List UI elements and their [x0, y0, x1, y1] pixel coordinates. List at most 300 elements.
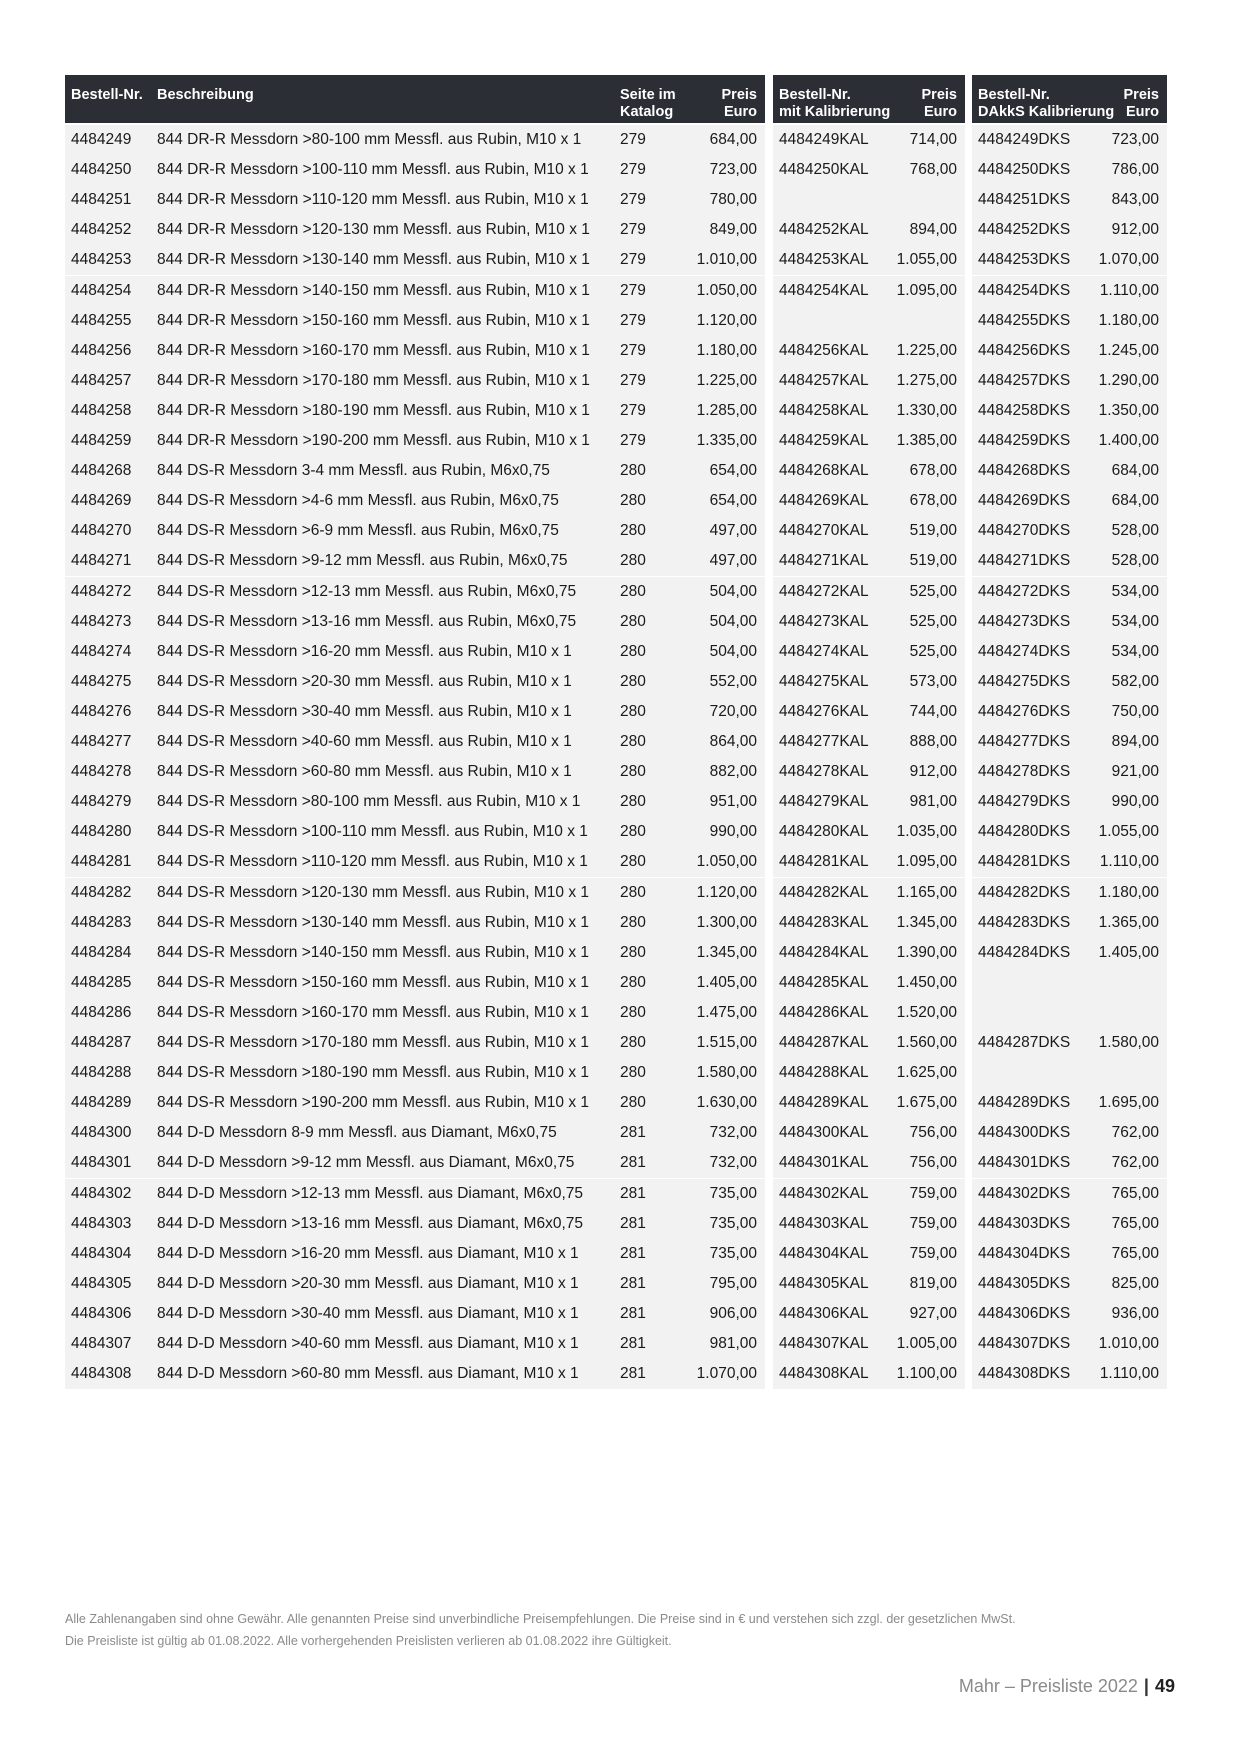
- table-row: [65, 817, 1167, 847]
- cell-bestell-nr-kal: 4484308KAL: [779, 1365, 869, 1383]
- cell-preis: 1.010,00: [696, 251, 757, 269]
- cell-bestell-nr-dks: 4484282DKS: [978, 883, 1071, 901]
- table-row: [65, 185, 1167, 215]
- cell-bestell-nr-kal: 4484288KAL: [779, 1064, 869, 1082]
- cell-preis-kal: 1.450,00: [896, 973, 957, 991]
- cell-bestell-nr-kal: 4484287KAL: [779, 1034, 869, 1051]
- cell-bestell-nr-kal: 4484253KAL: [779, 251, 869, 269]
- header-bestell-nr: Bestell-Nr.: [71, 87, 143, 103]
- cell-seite: 280: [620, 763, 646, 781]
- cell-bestell-nr-kal: 4484300KAL: [779, 1124, 869, 1142]
- cell-bestell-nr: 4484254: [71, 281, 132, 299]
- table-row: [65, 637, 1167, 667]
- cell-preis-dks: 1.580,00: [1098, 1034, 1159, 1051]
- cell-beschreibung: 844 DS-R Messdorn >130-140 mm Messfl. aus Rubin, M10 x 1: [157, 913, 590, 931]
- cell-bestell-nr-dks: 4484268DKS: [978, 462, 1071, 480]
- cell-preis: 504,00: [709, 582, 757, 600]
- cell-bestell-nr-dks: 4484280DKS: [978, 823, 1071, 841]
- table-row: [65, 847, 1167, 877]
- cell-beschreibung: 844 DS-R Messdorn >170-180 mm Messfl. aus Rubin, M10 x 1: [157, 1034, 590, 1051]
- cell-preis: 1.405,00: [696, 973, 757, 991]
- cell-seite: 280: [620, 1064, 646, 1082]
- table-row: [65, 968, 1167, 998]
- cell-bestell-nr: 4484285: [71, 973, 132, 991]
- cell-beschreibung: 844 DR-R Messdorn >120-130 mm Messfl. aus Rubin, M10 x 1: [157, 221, 590, 239]
- cell-preis-dks: 534,00: [1111, 582, 1159, 600]
- cell-preis-kal: 1.005,00: [896, 1335, 957, 1352]
- cell-bestell-nr: 4484250: [71, 161, 132, 179]
- cell-preis: 990,00: [709, 823, 757, 841]
- cell-bestell-nr: 4484273: [71, 612, 132, 630]
- header-preis-kal: Preis Euro: [921, 87, 957, 120]
- cell-beschreibung: 844 DS-R Messdorn >12-13 mm Messfl. aus Rubin, M6x0,75: [157, 582, 577, 600]
- cell-beschreibung: 844 DS-R Messdorn >140-150 mm Messfl. aus Rubin, M10 x 1: [157, 943, 590, 961]
- cell-preis-kal: 1.675,00: [896, 1094, 957, 1112]
- cell-bestell-nr-kal: 4484277KAL: [779, 733, 869, 750]
- cell-preis-dks: 723,00: [1111, 131, 1159, 148]
- cell-preis-dks: 765,00: [1111, 1214, 1159, 1232]
- cell-preis-dks: 1.180,00: [1098, 883, 1159, 901]
- cell-bestell-nr-kal: 4484271KAL: [779, 552, 869, 570]
- cell-bestell-nr-kal: 4484301KAL: [779, 1154, 869, 1172]
- table-row: [65, 998, 1167, 1028]
- cell-seite: 280: [620, 823, 646, 841]
- cell-beschreibung: 844 DS-R Messdorn >160-170 mm Messfl. aus Rubin, M10 x 1: [157, 1003, 590, 1021]
- cell-preis-kal: 1.095,00: [896, 853, 957, 871]
- cell-bestell-nr-dks: 4484250DKS: [978, 161, 1071, 179]
- cell-preis-dks: 1.110,00: [1099, 1365, 1159, 1383]
- cell-bestell-nr: 4484301: [71, 1154, 132, 1172]
- cell-bestell-nr-dks: 4484270DKS: [978, 522, 1071, 540]
- table-row: [65, 125, 1167, 155]
- cell-bestell-nr-dks: [978, 968, 1088, 998]
- cell-bestell-nr-dks: 4484308DKS: [978, 1365, 1071, 1383]
- cell-preis: 723,00: [709, 161, 757, 179]
- cell-preis: 504,00: [709, 642, 757, 660]
- header-bestell-nr-dks: Bestell-Nr. DAkkS Kalibrierung: [978, 87, 1115, 120]
- cell-bestell-nr-dks: 4484306DKS: [978, 1304, 1071, 1322]
- cell-beschreibung: 844 DS-R Messdorn >6-9 mm Messfl. aus Rubin, M6x0,75: [157, 522, 559, 540]
- cell-bestell-nr-kal: 4484285KAL: [779, 973, 869, 991]
- cell-bestell-nr-dks: 4484302DKS: [978, 1184, 1071, 1202]
- table-row: [65, 516, 1167, 546]
- cell-bestell-nr: 4484259: [71, 432, 132, 449]
- cell-bestell-nr: 4484276: [71, 702, 132, 720]
- cell-bestell-nr-dks: 4484259DKS: [978, 432, 1071, 449]
- cell-bestell-nr-dks: 4484303DKS: [978, 1214, 1071, 1232]
- cell-beschreibung: 844 D-D Messdorn >20-30 mm Messfl. aus Diamant, M10 x 1: [157, 1274, 579, 1292]
- cell-preis: 795,00: [709, 1274, 757, 1292]
- cell-bestell-nr: 4484282: [71, 883, 132, 901]
- cell-seite: 280: [620, 973, 646, 991]
- cell-preis-kal: 759,00: [909, 1244, 957, 1262]
- table-row: [65, 1269, 1167, 1299]
- cell-preis-kal: 573,00: [909, 672, 957, 690]
- cell-beschreibung: 844 DS-R Messdorn >100-110 mm Messfl. aus Rubin, M10 x 1: [157, 823, 588, 841]
- cell-bestell-nr: 4484271: [71, 552, 132, 570]
- cell-preis: 1.335,00: [696, 432, 757, 449]
- cell-preis-kal: 525,00: [909, 582, 957, 600]
- cell-seite: 280: [620, 943, 646, 961]
- cell-bestell-nr-dks: 4484274DKS: [978, 642, 1071, 660]
- cell-preis-kal: 1.095,00: [896, 281, 957, 299]
- cell-preis-dks: 528,00: [1111, 552, 1159, 570]
- cell-bestell-nr: 4484249: [71, 131, 132, 148]
- cell-bestell-nr: 4484288: [71, 1064, 132, 1082]
- table-row: [65, 908, 1167, 938]
- cell-beschreibung: 844 DR-R Messdorn >110-120 mm Messfl. aus Rubin, M10 x 1: [157, 191, 589, 209]
- cell-bestell-nr-dks: 4484284DKS: [978, 943, 1071, 961]
- cell-preis: 849,00: [709, 221, 757, 239]
- cell-preis-dks: 921,00: [1111, 763, 1159, 781]
- cell-preis-kal: 1.275,00: [896, 371, 957, 389]
- footer-disclaimer: [65, 1608, 1016, 1652]
- cell-bestell-nr: 4484278: [71, 763, 132, 781]
- page-number: 49: [1154, 1676, 1175, 1696]
- table-row: [65, 306, 1167, 336]
- cell-preis-dks: 1.110,00: [1099, 281, 1159, 299]
- cell-seite: 279: [620, 131, 646, 148]
- cell-preis: 951,00: [709, 793, 757, 811]
- cell-preis: 1.515,00: [696, 1034, 757, 1051]
- cell-preis-kal: 1.345,00: [896, 913, 957, 931]
- cell-preis-kal: 759,00: [909, 1184, 957, 1202]
- table-row: [65, 938, 1167, 968]
- table-row: [65, 697, 1167, 727]
- cell-beschreibung: 844 DS-R Messdorn >60-80 mm Messfl. aus Rubin, M10 x 1: [157, 763, 572, 781]
- cell-bestell-nr: 4484274: [71, 642, 132, 660]
- cell-preis: 1.120,00: [696, 883, 757, 901]
- cell-preis-dks: 1.365,00: [1098, 913, 1159, 931]
- table-row: [65, 426, 1167, 456]
- table-row: [65, 276, 1167, 306]
- cell-preis-kal: 768,00: [909, 161, 957, 179]
- cell-bestell-nr-dks: 4484258DKS: [978, 401, 1071, 419]
- cell-bestell-nr-dks: 4484300DKS: [978, 1124, 1071, 1142]
- cell-preis-kal: 525,00: [909, 642, 957, 660]
- cell-preis-dks: 825,00: [1111, 1274, 1159, 1292]
- cell-bestell-nr-kal: 4484304KAL: [779, 1244, 869, 1262]
- cell-preis-dks: 1.405,00: [1098, 943, 1159, 961]
- cell-bestell-nr: 4484253: [71, 251, 132, 269]
- cell-bestell-nr-kal: 4484289KAL: [779, 1094, 869, 1112]
- cell-seite: 279: [620, 311, 646, 329]
- cell-beschreibung: 844 DR-R Messdorn >80-100 mm Messfl. aus Rubin, M10 x 1: [157, 131, 582, 148]
- cell-bestell-nr-dks: 4484279DKS: [978, 793, 1071, 811]
- cell-preis-dks: 843,00: [1111, 191, 1159, 209]
- cell-beschreibung: 844 D-D Messdorn >13-16 mm Messfl. aus Diamant, M6x0,75: [157, 1214, 583, 1232]
- table-row: [65, 486, 1167, 516]
- header-seite: Seite im Katalog: [620, 87, 676, 120]
- cell-preis-dks: 765,00: [1111, 1184, 1159, 1202]
- cell-bestell-nr-kal: 4484270KAL: [779, 522, 869, 540]
- cell-preis-dks: [1075, 998, 1159, 1028]
- cell-bestell-nr-kal: 4484280KAL: [779, 823, 869, 841]
- cell-bestell-nr-dks: 4484283DKS: [978, 913, 1071, 931]
- cell-bestell-nr-dks: 4484255DKS: [978, 311, 1071, 329]
- cell-beschreibung: 844 DS-R Messdorn >9-12 mm Messfl. aus Rubin, M6x0,75: [157, 552, 568, 570]
- cell-preis-dks: 786,00: [1111, 161, 1159, 179]
- cell-preis-dks: 1.010,00: [1098, 1335, 1159, 1352]
- cell-bestell-nr-kal: 4484284KAL: [779, 943, 869, 961]
- cell-preis: 497,00: [709, 522, 757, 540]
- cell-beschreibung: 844 DS-R Messdorn >180-190 mm Messfl. aus Rubin, M10 x 1: [157, 1064, 590, 1082]
- table-row: [65, 1088, 1167, 1118]
- table-row: [65, 1299, 1167, 1329]
- cell-seite: 279: [620, 251, 646, 269]
- table-row: [65, 607, 1167, 637]
- cell-preis-kal: 519,00: [909, 522, 957, 540]
- cell-beschreibung: 844 DS-R Messdorn >13-16 mm Messfl. aus Rubin, M6x0,75: [157, 612, 577, 630]
- cell-bestell-nr-kal: 4484278KAL: [779, 763, 869, 781]
- cell-bestell-nr-kal: 4484254KAL: [779, 281, 869, 299]
- table-row: [65, 456, 1167, 486]
- cell-preis: 1.225,00: [696, 371, 757, 389]
- cell-seite: 281: [620, 1214, 646, 1232]
- cell-preis-kal: [873, 185, 957, 215]
- cell-seite: 280: [620, 612, 646, 630]
- cell-bestell-nr-kal: 4484268KAL: [779, 462, 869, 480]
- cell-preis: 906,00: [709, 1304, 757, 1322]
- cell-bestell-nr-dks: 4484252DKS: [978, 221, 1071, 239]
- cell-preis-dks: 1.070,00: [1098, 251, 1159, 269]
- cell-beschreibung: 844 D-D Messdorn >9-12 mm Messfl. aus Diamant, M6x0,75: [157, 1154, 575, 1172]
- cell-preis-dks: 894,00: [1111, 733, 1159, 750]
- cell-preis-dks: 534,00: [1111, 612, 1159, 630]
- cell-preis-dks: [1075, 968, 1159, 998]
- cell-bestell-nr-kal: 4484281KAL: [779, 853, 869, 871]
- cell-beschreibung: 844 DS-R Messdorn >30-40 mm Messfl. aus Rubin, M10 x 1: [157, 702, 572, 720]
- cell-seite: 281: [620, 1124, 646, 1142]
- cell-preis: 552,00: [709, 672, 757, 690]
- cell-bestell-nr: 4484287: [71, 1034, 132, 1051]
- table-row: [65, 336, 1167, 366]
- cell-seite: 280: [620, 462, 646, 480]
- cell-bestell-nr: 4484268: [71, 462, 132, 480]
- cell-seite: 281: [620, 1335, 646, 1352]
- cell-beschreibung: 844 DR-R Messdorn >100-110 mm Messfl. aus Rubin, M10 x 1: [157, 161, 589, 179]
- cell-preis-kal: 1.625,00: [896, 1064, 957, 1082]
- brand-title: Mahr – Preisliste 2022: [958, 1676, 1138, 1696]
- cell-beschreibung: 844 DR-R Messdorn >180-190 mm Messfl. aus Rubin, M10 x 1: [157, 401, 590, 419]
- cell-seite: 279: [620, 221, 646, 239]
- disclaimer-line-2: Die Preisliste ist gültig ab 01.08.2022. Alle vorhergehenden Preislisten verlieren ab 01.08.2022 ihre Gültigkeit.: [65, 1634, 672, 1648]
- cell-preis: 780,00: [709, 191, 757, 209]
- table-row: [65, 787, 1167, 817]
- cell-preis-kal: 1.225,00: [896, 341, 957, 359]
- cell-preis-dks: 684,00: [1111, 492, 1159, 510]
- cell-preis-dks: 912,00: [1111, 221, 1159, 239]
- cell-bestell-nr: 4484284: [71, 943, 132, 961]
- cell-preis: 1.180,00: [696, 341, 757, 359]
- cell-seite: 279: [620, 371, 646, 389]
- cell-seite: 280: [620, 733, 646, 750]
- cell-preis-kal: 894,00: [909, 221, 957, 239]
- cell-bestell-nr-dks: 4484278DKS: [978, 763, 1071, 781]
- cell-seite: 279: [620, 281, 646, 299]
- cell-bestell-nr-kal: 4484283KAL: [779, 913, 869, 931]
- cell-preis-dks: 1.695,00: [1098, 1094, 1159, 1112]
- cell-bestell-nr-kal: [779, 185, 879, 215]
- cell-preis-kal: 714,00: [909, 131, 957, 148]
- cell-bestell-nr-dks: 4484301DKS: [978, 1154, 1071, 1172]
- table-row: [65, 1209, 1167, 1239]
- cell-preis-kal: 759,00: [909, 1214, 957, 1232]
- cell-seite: 280: [620, 853, 646, 871]
- cell-preis-dks: 762,00: [1111, 1124, 1159, 1142]
- cell-bestell-nr: 4484304: [71, 1244, 132, 1262]
- cell-preis-kal: 1.055,00: [896, 251, 957, 269]
- cell-bestell-nr: 4484286: [71, 1003, 132, 1021]
- cell-seite: 280: [620, 552, 646, 570]
- cell-bestell-nr-dks: 4484273DKS: [978, 612, 1071, 630]
- header-beschreibung: Beschreibung: [157, 87, 254, 103]
- cell-preis: 1.285,00: [696, 401, 757, 419]
- cell-bestell-nr: 4484277: [71, 733, 132, 750]
- cell-seite: 279: [620, 161, 646, 179]
- cell-bestell-nr-dks: 4484254DKS: [978, 281, 1071, 299]
- cell-beschreibung: 844 DS-R Messdorn >110-120 mm Messfl. aus Rubin, M10 x 1: [157, 853, 588, 871]
- cell-bestell-nr-kal: 4484274KAL: [779, 642, 869, 660]
- cell-preis: 1.070,00: [696, 1365, 757, 1383]
- table-row: [65, 1148, 1167, 1178]
- cell-bestell-nr-kal: 4484279KAL: [779, 793, 869, 811]
- cell-bestell-nr: 4484252: [71, 221, 132, 239]
- cell-bestell-nr-kal: 4484269KAL: [779, 492, 869, 510]
- cell-beschreibung: 844 D-D Messdorn >60-80 mm Messfl. aus Diamant, M10 x 1: [157, 1365, 579, 1383]
- cell-bestell-nr-kal: 4484303KAL: [779, 1214, 869, 1232]
- cell-preis-kal: 1.165,00: [896, 883, 957, 901]
- cell-seite: 280: [620, 702, 646, 720]
- cell-preis-kal: 678,00: [909, 462, 957, 480]
- table-row: [65, 1359, 1167, 1389]
- cell-preis: 504,00: [709, 612, 757, 630]
- cell-preis-dks: 990,00: [1111, 793, 1159, 811]
- cell-bestell-nr-dks: 4484277DKS: [978, 733, 1071, 750]
- cell-bestell-nr-kal: 4484272KAL: [779, 582, 869, 600]
- table-row: [65, 577, 1167, 607]
- table-row: [65, 757, 1167, 787]
- cell-seite: 280: [620, 492, 646, 510]
- cell-preis-kal: 1.385,00: [896, 432, 957, 449]
- cell-preis-dks: 762,00: [1111, 1154, 1159, 1172]
- header-preis-dks: Preis Euro: [1123, 87, 1159, 120]
- cell-bestell-nr-dks: [978, 1058, 1088, 1088]
- cell-seite: 280: [620, 1094, 646, 1112]
- table-b-header: [773, 75, 965, 123]
- cell-preis: 1.345,00: [696, 943, 757, 961]
- cell-preis-kal: 1.520,00: [896, 1003, 957, 1021]
- table-row: [65, 1058, 1167, 1088]
- cell-bestell-nr-kal: 4484282KAL: [779, 883, 869, 901]
- cell-bestell-nr-dks: 4484289DKS: [978, 1094, 1071, 1112]
- cell-preis-kal: 1.560,00: [896, 1034, 957, 1051]
- cell-preis-dks: 1.400,00: [1098, 432, 1159, 449]
- cell-seite: 279: [620, 401, 646, 419]
- cell-bestell-nr: 4484280: [71, 823, 132, 841]
- cell-preis: 654,00: [709, 462, 757, 480]
- cell-beschreibung: 844 DS-R Messdorn >16-20 mm Messfl. aus Rubin, M10 x 1: [157, 642, 572, 660]
- cell-preis-kal: 1.035,00: [896, 823, 957, 841]
- cell-seite: 281: [620, 1304, 646, 1322]
- cell-bestell-nr: 4484300: [71, 1124, 132, 1142]
- cell-bestell-nr-dks: 4484272DKS: [978, 582, 1071, 600]
- cell-preis-kal: 744,00: [909, 702, 957, 720]
- table-a-header: [65, 75, 765, 123]
- page-footer: [959, 1676, 1175, 1697]
- cell-preis-dks: 765,00: [1111, 1244, 1159, 1262]
- cell-preis-kal: 1.100,00: [896, 1365, 957, 1383]
- cell-bestell-nr: 4484279: [71, 793, 132, 811]
- cell-preis-dks: 1.180,00: [1098, 311, 1159, 329]
- cell-preis-dks: 582,00: [1111, 672, 1159, 690]
- cell-preis-kal: [873, 306, 957, 336]
- table-row: [65, 366, 1167, 396]
- cell-seite: 280: [620, 1003, 646, 1021]
- cell-bestell-nr: 4484306: [71, 1304, 132, 1322]
- cell-preis-kal: 1.330,00: [896, 401, 957, 419]
- cell-beschreibung: 844 DS-R Messdorn >20-30 mm Messfl. aus Rubin, M10 x 1: [157, 672, 572, 690]
- cell-bestell-nr-dks: 4484305DKS: [978, 1274, 1071, 1292]
- table-row: [65, 878, 1167, 908]
- cell-bestell-nr-kal: 4484276KAL: [779, 702, 869, 720]
- table-row: [65, 155, 1167, 185]
- cell-preis: 684,00: [709, 131, 757, 148]
- cell-preis: 732,00: [709, 1154, 757, 1172]
- cell-beschreibung: 844 DS-R Messdorn >190-200 mm Messfl. aus Rubin, M10 x 1: [157, 1094, 590, 1112]
- cell-preis-kal: 888,00: [909, 733, 957, 750]
- table-row: [65, 1329, 1167, 1359]
- cell-bestell-nr-dks: 4484307DKS: [978, 1335, 1071, 1352]
- cell-bestell-nr-kal: 4484307KAL: [779, 1335, 869, 1352]
- header-preis: Preis Euro: [721, 87, 757, 120]
- cell-beschreibung: 844 DR-R Messdorn >150-160 mm Messfl. aus Rubin, M10 x 1: [157, 311, 590, 329]
- cell-seite: 279: [620, 191, 646, 209]
- cell-preis: 735,00: [709, 1184, 757, 1202]
- table-c-header: [972, 75, 1167, 123]
- cell-preis: 1.050,00: [696, 281, 757, 299]
- cell-beschreibung: 844 DS-R Messdorn >40-60 mm Messfl. aus Rubin, M10 x 1: [157, 733, 572, 750]
- cell-seite: 280: [620, 793, 646, 811]
- cell-bestell-nr: 4484272: [71, 582, 132, 600]
- cell-bestell-nr: 4484251: [71, 191, 132, 209]
- cell-bestell-nr-kal: 4484259KAL: [779, 432, 869, 449]
- cell-preis: 1.630,00: [696, 1094, 757, 1112]
- cell-beschreibung: 844 D-D Messdorn >40-60 mm Messfl. aus Diamant, M10 x 1: [157, 1335, 579, 1352]
- cell-seite: 280: [620, 883, 646, 901]
- cell-bestell-nr-kal: 4484250KAL: [779, 161, 869, 179]
- table-row: [65, 396, 1167, 426]
- cell-preis: 864,00: [709, 733, 757, 750]
- cell-seite: 280: [620, 522, 646, 540]
- disclaimer-line-1: Alle Zahlenangaben sind ohne Gewähr. Alle genannten Preise sind unverbindliche Preisempfehlungen. Die Preise sind in € und verstehen sich zzgl. der gesetzlichen MwSt.: [65, 1612, 1016, 1626]
- cell-bestell-nr: 4484275: [71, 672, 132, 690]
- cell-beschreibung: 844 DS-R Messdorn >80-100 mm Messfl. aus Rubin, M10 x 1: [157, 793, 581, 811]
- cell-bestell-nr-kal: 4484286KAL: [779, 1003, 869, 1021]
- cell-bestell-nr-kal: [779, 306, 879, 336]
- cell-bestell-nr-dks: 4484271DKS: [978, 552, 1071, 570]
- cell-bestell-nr: 4484283: [71, 913, 132, 931]
- cell-seite: 280: [620, 1034, 646, 1051]
- cell-preis-kal: 525,00: [909, 612, 957, 630]
- cell-beschreibung: 844 D-D Messdorn >12-13 mm Messfl. aus Diamant, M6x0,75: [157, 1184, 583, 1202]
- cell-bestell-nr-dks: 4484275DKS: [978, 672, 1071, 690]
- separator: |: [1143, 1676, 1149, 1696]
- cell-bestell-nr: 4484307: [71, 1335, 132, 1352]
- cell-bestell-nr: 4484302: [71, 1184, 132, 1202]
- cell-beschreibung: 844 DR-R Messdorn >130-140 mm Messfl. aus Rubin, M10 x 1: [157, 251, 590, 269]
- cell-preis: 735,00: [709, 1214, 757, 1232]
